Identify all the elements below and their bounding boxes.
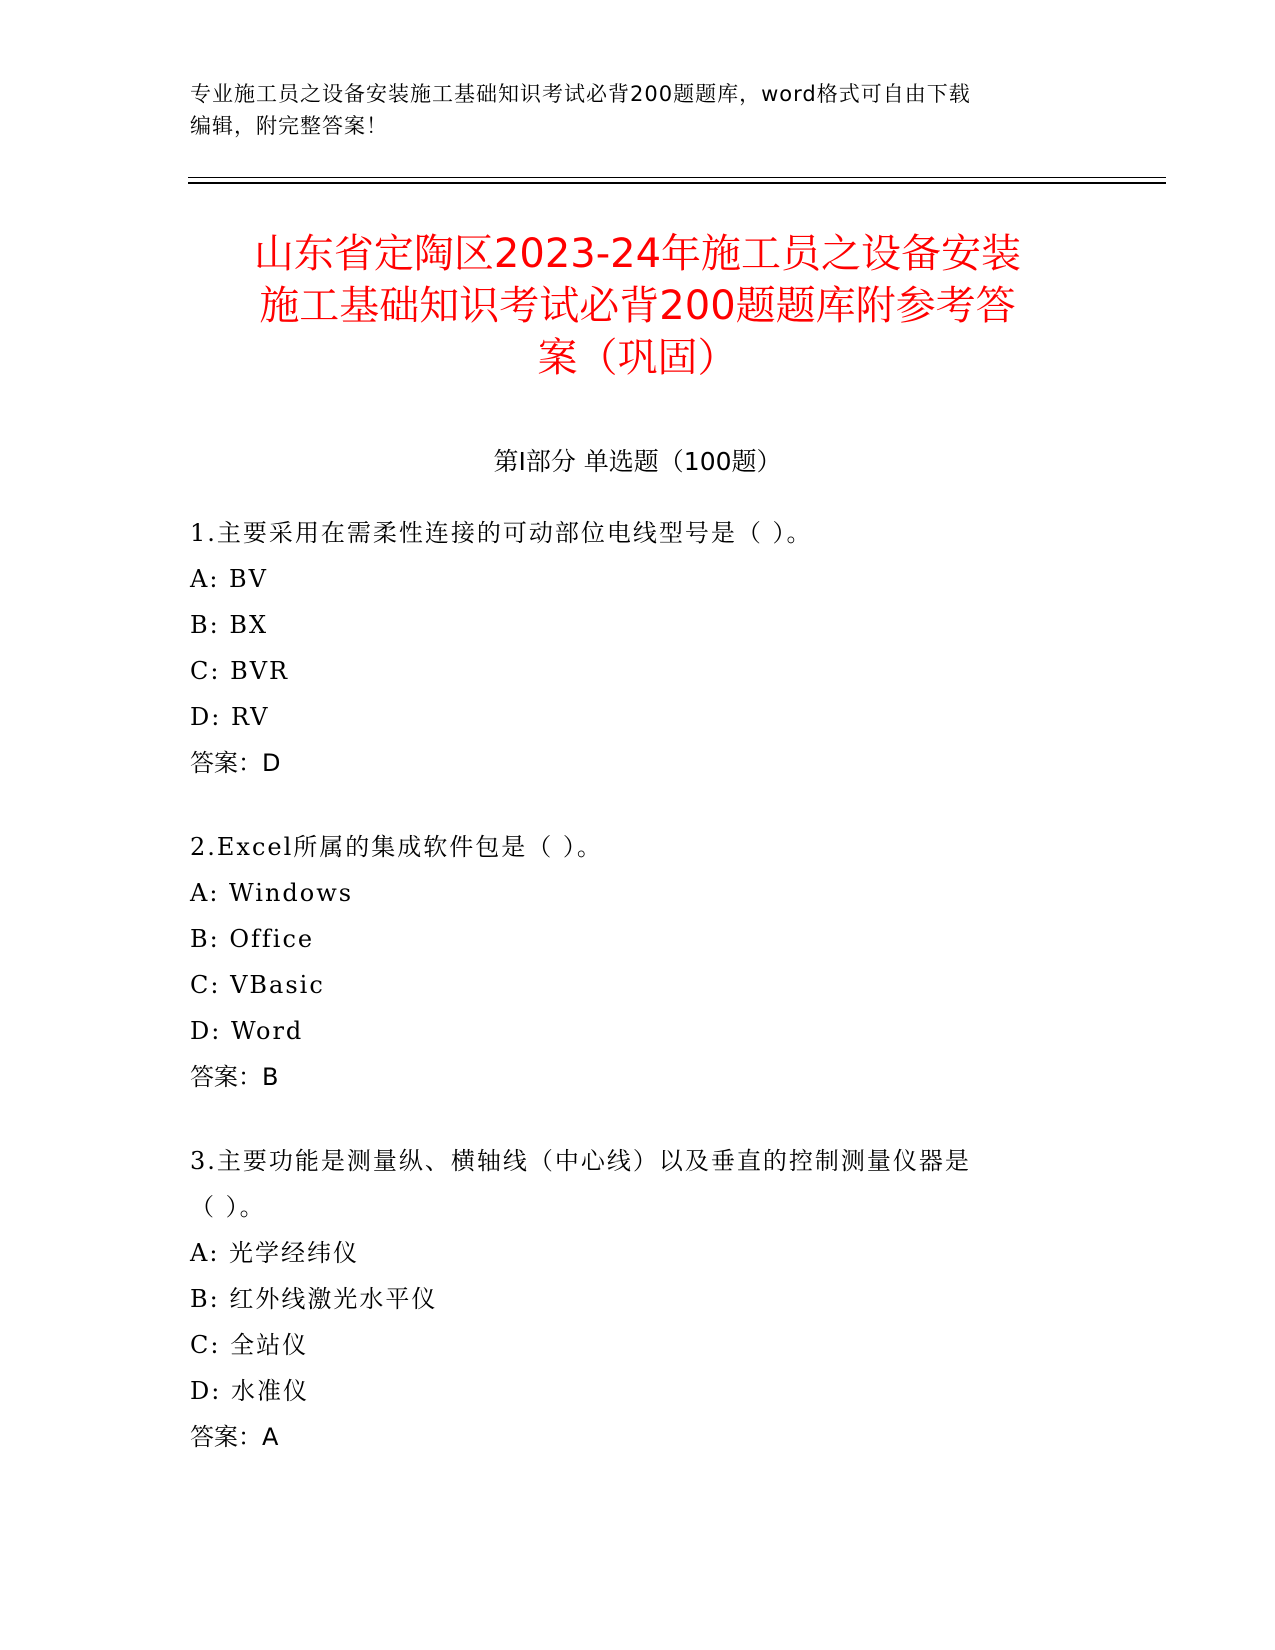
option-d: D: 水准仪 [190,1377,309,1405]
section-heading: 第Ⅰ部分 单选题（100题） [493,447,782,476]
question-3 [190,1138,1090,1460]
stem-line: 2.Excel所属的集成软件包是（ ）。 [190,833,603,861]
question-1 [190,510,1090,786]
option-a: A: 光学经纬仪 [190,1239,360,1267]
title-line3: 案（巩固） [537,335,738,381]
option-a: A: BV [190,565,269,593]
title-line1: 山东省定陶区2023-24年施工员之设备安装 [253,231,1022,277]
question-2 [190,824,1090,1100]
stem-line: 3.主要功能是测量纵、横轴线（中心线）以及垂直的控制测量仪器是 [190,1147,971,1175]
answer: 答案：B [190,1063,279,1091]
header-divider-thin [188,177,1166,178]
stem-line: 1.主要采用在需柔性连接的可动部位电线型号是（ ）。 [190,519,813,547]
option-d: D: Word [190,1017,304,1045]
stem-line: （ ）。 [190,1193,266,1221]
option-c: C: BVR [190,657,290,685]
option-b: B: 红外线激光水平仪 [190,1285,438,1313]
option-b: B: BX [190,611,269,639]
option-c: C: 全站仪 [190,1331,309,1359]
answer: 答案：D [190,749,281,777]
header-note-line1: 专业施工员之设备安装施工基础知识考试必背200题题库，word格式可自由下载 [190,82,971,106]
question-stem [190,1138,1090,1230]
document-title [190,228,1085,384]
header-divider-thick [188,182,1166,184]
question-stem [190,824,1090,870]
header-note [190,78,1070,142]
header-note-line2: 编辑，附完整答案！ [190,114,388,138]
answer: 答案：A [190,1423,279,1451]
option-c: C: VBasic [190,971,325,999]
title-line2: 施工基础知识考试必背200题题库附参考答 [259,283,1016,329]
question-stem [190,510,1090,556]
option-a: A: Windows [190,879,354,907]
option-b: B: Office [190,925,315,953]
option-d: D: RV [190,703,270,731]
